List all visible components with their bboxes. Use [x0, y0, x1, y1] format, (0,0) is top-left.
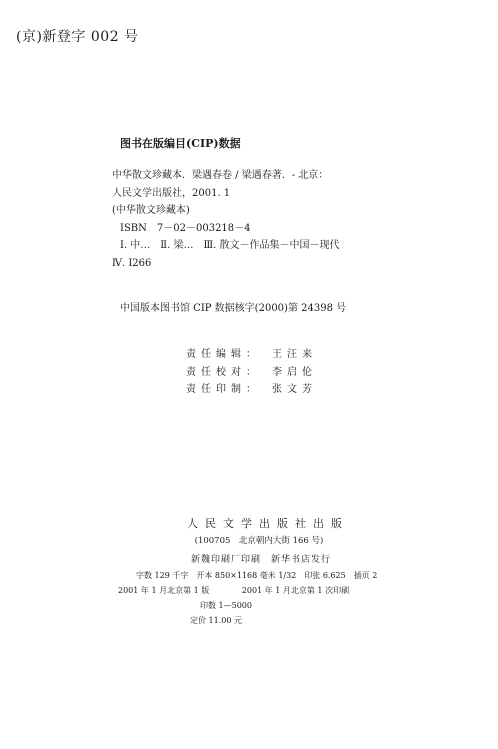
- printing-date: 2001 年 1 月北京第 1 次印刷: [241, 586, 350, 595]
- staff-row: [186, 381, 317, 399]
- publisher-name: 人民文学出版社出版: [187, 517, 349, 530]
- cip-line-series: (中华散文珍藏本): [112, 205, 190, 216]
- publication-info: [0, 515, 498, 626]
- staff-role: 责任校对：: [186, 366, 261, 378]
- cip-line-publisher: 人民文学出版社，2001. 1: [112, 187, 231, 199]
- cip-line-title: 中华散文珍藏本．梁遇春卷 / 梁遇春著．- 北京：: [112, 170, 329, 181]
- price: 定价 11.00 元: [190, 616, 242, 625]
- publisher-address: (100705 北京朝内大街 166 号): [194, 536, 324, 546]
- staff-credits: [186, 346, 317, 399]
- cip-heading: 图书在版编目(CIP)数据: [120, 137, 241, 150]
- staff-role: 责任编辑：: [186, 349, 261, 360]
- staff-row: [186, 346, 317, 364]
- cip-line-subjects: Ⅰ. 中… Ⅱ. 梁… Ⅲ. 散文－作品集－中国－现代: [120, 240, 340, 251]
- staff-role: 责任印制：: [186, 384, 261, 395]
- cip-line-classification: Ⅳ. I266: [112, 257, 152, 269]
- staff-name: 李启伦: [272, 366, 317, 378]
- book-specs: 字数 129 千字 开本 850×1168 毫米 1/32 印张 6.625 插页 2: [136, 571, 378, 580]
- cip-record-number: 中国版本图书馆 CIP 数据核字(2000)第 24398 号: [120, 303, 347, 314]
- printer-distributor: 新魏印刷厂印刷 新华书店发行: [190, 555, 331, 565]
- cip-line-isbn: ISBN 7－02－003218－4: [120, 222, 251, 234]
- staff-name: 张文芳: [272, 384, 317, 395]
- edition-info: [0, 585, 498, 596]
- edition-date: 2001 年 1 月北京第 1 版: [118, 586, 210, 595]
- staff-name: 王汪来: [272, 349, 317, 360]
- staff-row: [186, 364, 317, 382]
- print-run: 印数 1—5000: [200, 601, 252, 610]
- cip-data-block: [112, 167, 339, 272]
- registration-number: (京)新登字 002 号: [16, 29, 139, 45]
